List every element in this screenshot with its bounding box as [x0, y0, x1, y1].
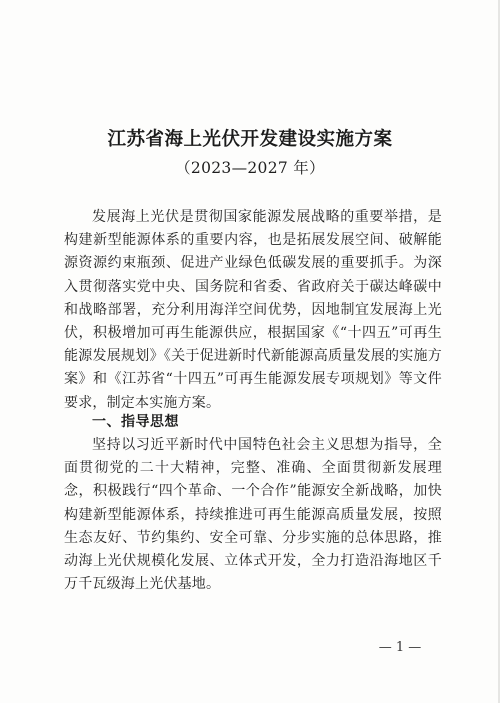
document-subtitle: （2023—2027 年）	[175, 159, 325, 177]
document-title: 江苏省海上光伏开发建设实施方案	[107, 129, 393, 150]
intro-paragraph: 发展海上光伏是贯彻国家能源发展战略的重要举措，是构建新型能源体系的重要内容，也是拓展发展空间、破解能源资源约束瓶颈、促进产业绿色低碳发展的重要抓手。为深入贯彻落实党中央、国务院和省委、省政府关于碳达峰碳中和战略部署，充分利用海洋空间优势，因地制宜发展海上光伏，积极增加可再生能源供应，根据国家《“十四五”可再生能源发展规划》《关于促进新时代新能源高质量发展的实施方案》和《江苏省“十四五”可再生能源发展专项规划》等文件要求，制定本实施方案。	[64, 209, 442, 411]
guiding-ideology-paragraph: 坚持以习近平新时代中国特色社会主义思想为指导，全面贯彻党的二十大精神，完整、准确、全面贯彻新发展理念，积极践行“四个革命、一个合作”能源安全新战略，加快构建新型能源体系，持续推进可再生能源高质量发展，按照生态友好、节约集约、安全可靠、分步实施的总体思路，推动海上光伏规模化发展、立体式开发，全力打造沿海地区千万千瓦级海上光伏基地。	[64, 437, 442, 593]
page-number: — 1 —	[378, 640, 422, 655]
section-heading-guiding-ideology: 一、指导思想	[92, 414, 179, 430]
